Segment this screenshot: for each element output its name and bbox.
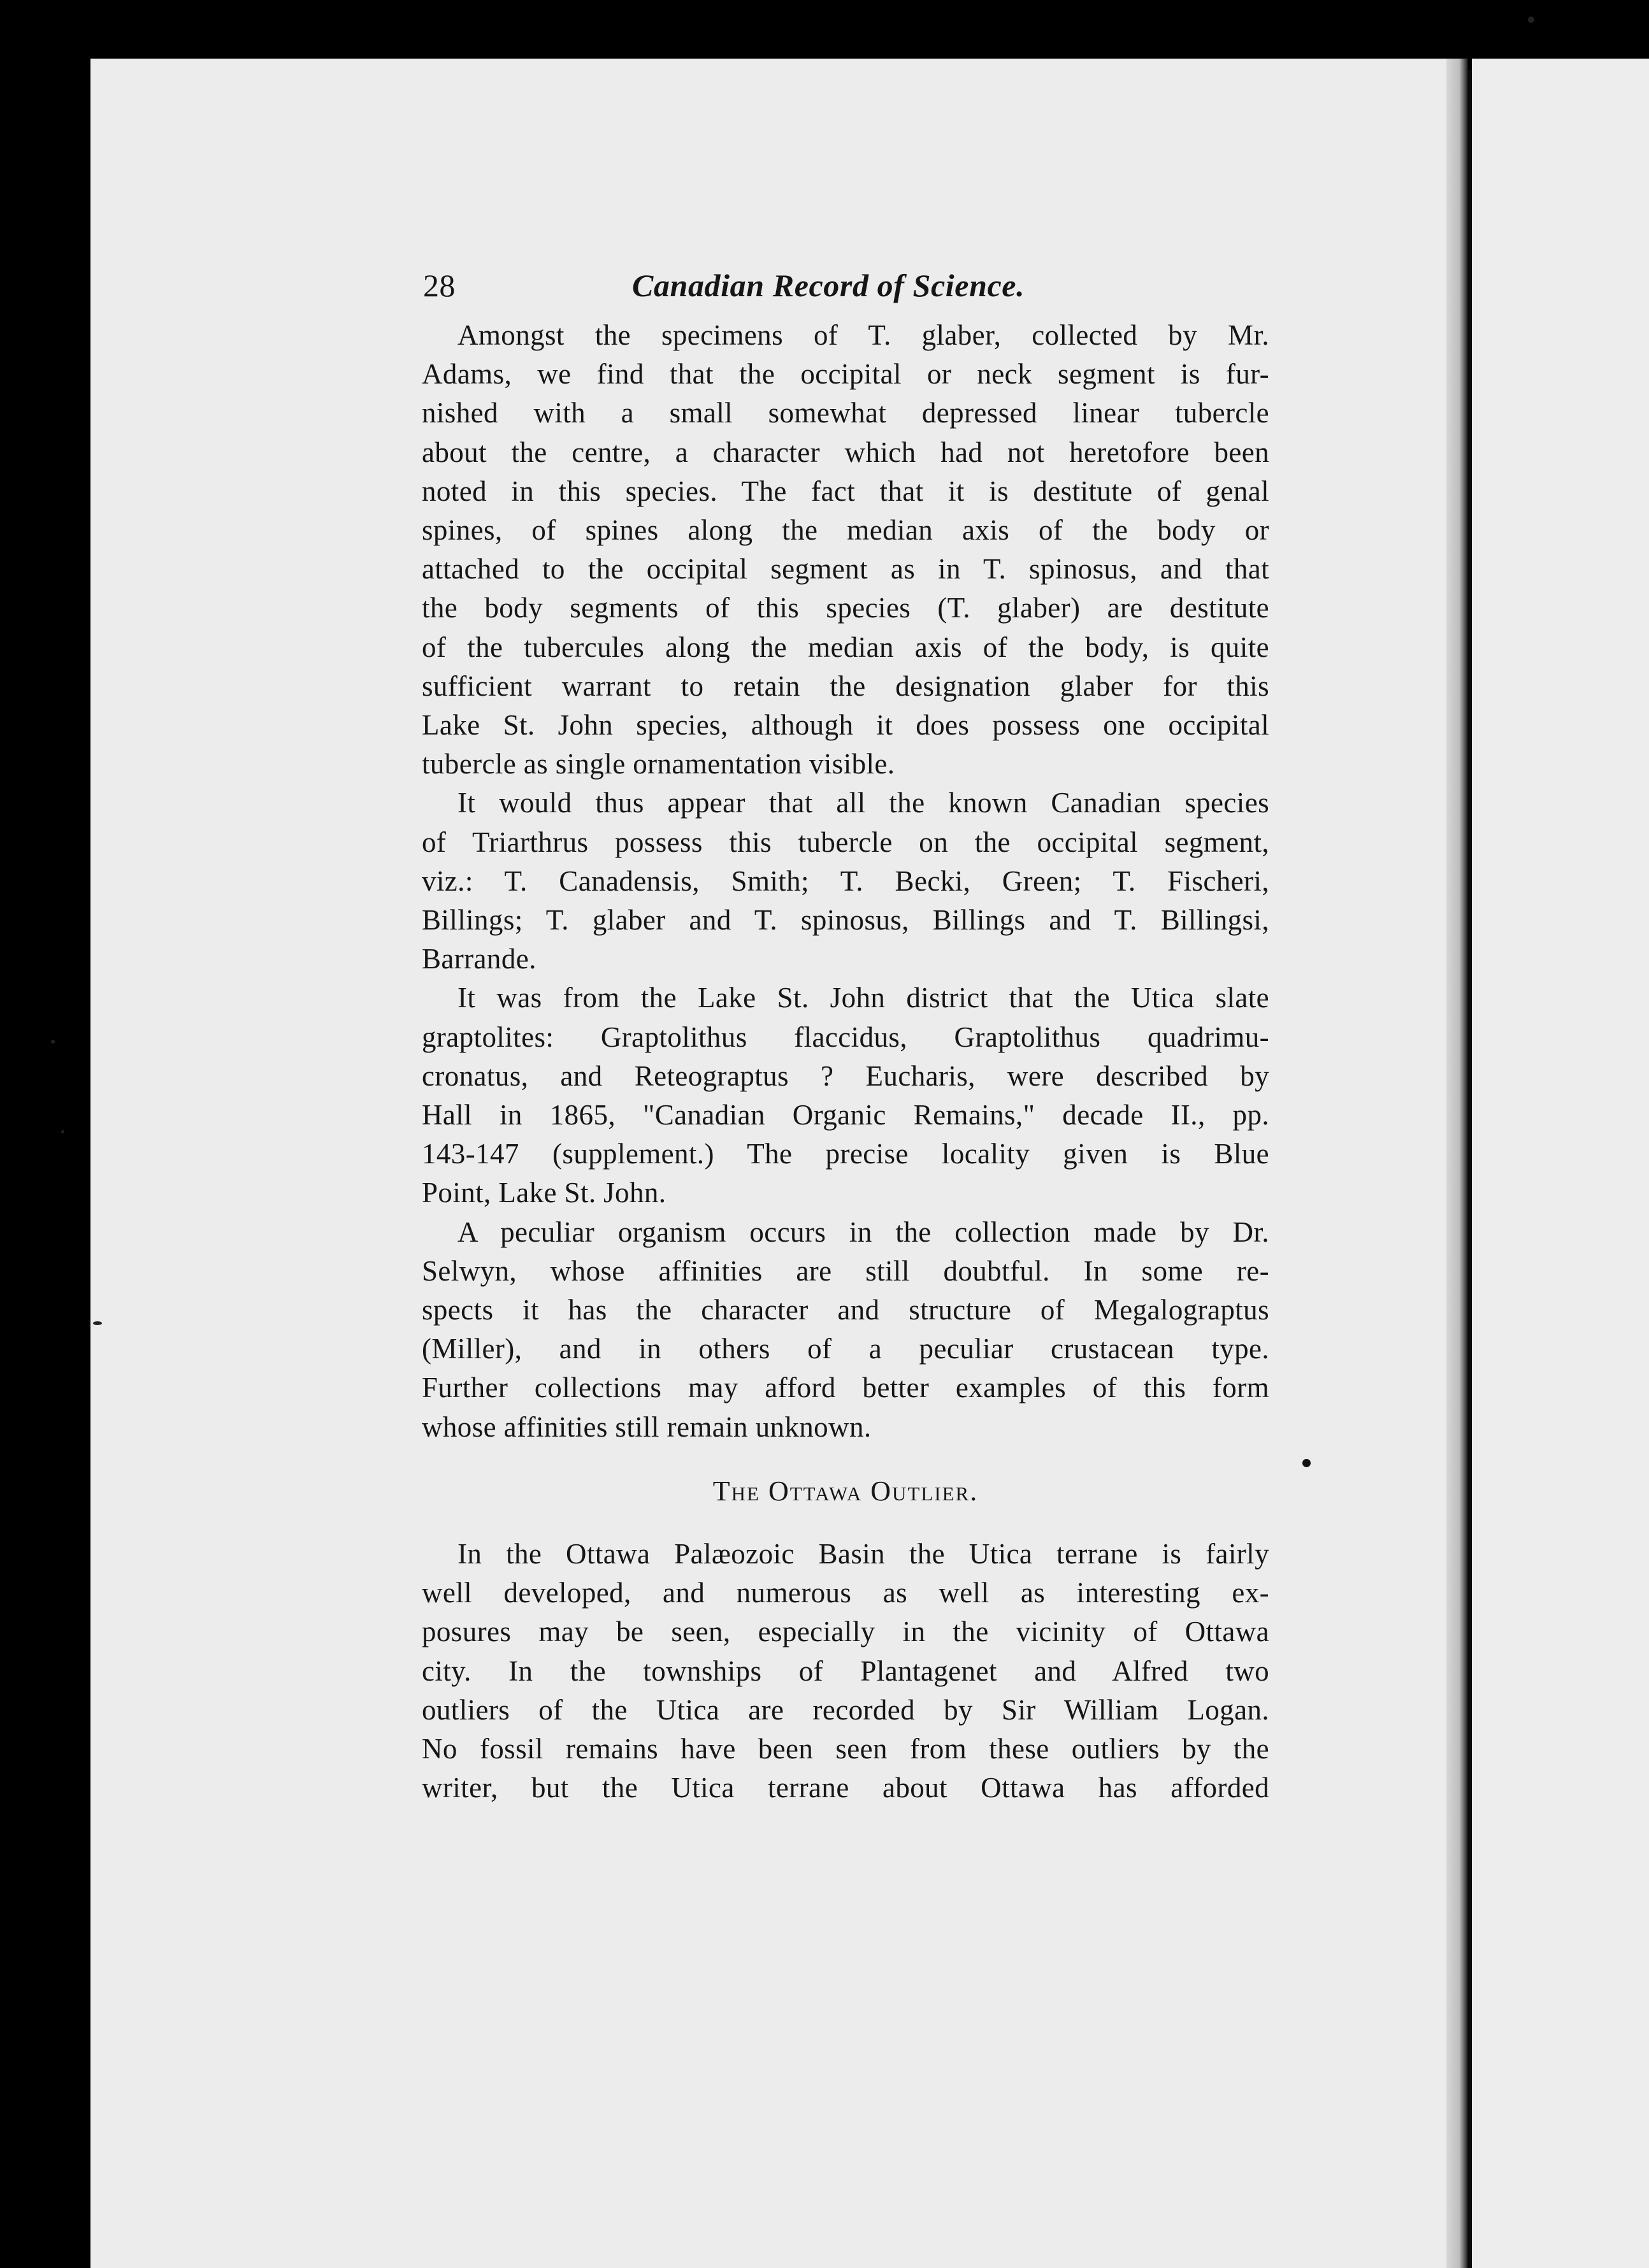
text-line: Adams, we find that the occipital or neck segment is fur-	[422, 358, 1269, 391]
text-line: Amongst the specimens of T. glaber, collected by Mr.	[457, 319, 1269, 351]
scan-speck	[1528, 17, 1534, 23]
text-line: noted in this species. The fact that it is destitute of genal	[422, 475, 1269, 507]
text-line: Lake St. John species, although it does possess one occipital	[422, 709, 1269, 742]
journal-title: Canadian Record of Science.	[632, 268, 1025, 303]
page-gutter-shadow	[1446, 59, 1468, 2268]
text-line: posures may be seen, especially in the vicinity of Ottawa	[422, 1616, 1269, 1648]
right-page	[1472, 59, 1649, 2268]
text-line: about the centre, a character which had not heretofore been	[422, 436, 1269, 468]
text-line: No fossil remains have been seen from these outliers by the	[422, 1732, 1269, 1765]
text-line: Billings; T. glaber and T. spinosus, Billings and T. Billingsi,	[422, 904, 1269, 937]
paragraph	[422, 1213, 1269, 1447]
paragraph	[422, 1535, 1269, 1807]
text-line: Point, Lake St. John.	[422, 1177, 666, 1209]
paragraph	[422, 316, 1269, 784]
scan-speck	[51, 1040, 55, 1044]
text-line: city. In the townships of Plantagenet and Alfred two	[422, 1654, 1269, 1687]
text-line: writer, but the Utica terrane about Ottawa has afforded	[422, 1772, 1269, 1804]
text-line: 143-147 (supplement.) The precise locality given is Blue	[422, 1138, 1269, 1170]
scan-speck	[93, 1321, 102, 1325]
text-line: outliers of the Utica are recorded by Sir William Logan.	[422, 1693, 1269, 1726]
text-line: Hall in 1865, "Canadian Organic Remains," decade II., pp.	[422, 1099, 1269, 1131]
text-line: graptolites: Graptolithus flaccidus, Graptolithus quadrimu-	[422, 1021, 1269, 1053]
text-line: of Triarthrus possess this tubercle on the occipital segment,	[422, 826, 1269, 858]
text-line: viz.: T. Canadensis, Smith; T. Becki, Green; T. Fischeri,	[422, 865, 1269, 897]
section-heading: The Ottawa Outlier.	[712, 1475, 979, 1507]
text-line: Barrande.	[422, 943, 536, 975]
text-line: whose affinities still remain unknown.	[422, 1410, 872, 1443]
text-line: It was from the Lake St. John district that the Utica slate	[457, 982, 1269, 1014]
margin-dot	[1302, 1459, 1311, 1467]
paragraph	[422, 784, 1269, 979]
text-line: attached to the occipital segment as in T. spinosus, and that	[422, 553, 1269, 585]
page-text	[422, 266, 1269, 1807]
text-line: Further collections may afford better examples of this form	[422, 1372, 1269, 1404]
paragraph	[422, 979, 1269, 1212]
text-line: spects it has the character and structure of Megalograptus	[422, 1294, 1269, 1326]
page-number: 28	[423, 268, 456, 303]
text-line: the body segments of this species (T. glaber) are destitute	[422, 592, 1269, 624]
text-line: nished with a small somewhat depressed linear tubercle	[422, 397, 1269, 429]
text-line: In the Ottawa Palæozoic Basin the Utica terrane is fairly	[457, 1537, 1269, 1570]
text-line: (Miller), and in others of a peculiar crustacean type.	[422, 1333, 1269, 1365]
text-line: Selwyn, whose affinities are still doubtful. In some re-	[422, 1254, 1269, 1287]
running-head	[422, 266, 1269, 316]
text-line: spines, of spines along the median axis of the body or	[422, 514, 1269, 547]
text-line: well developed, and numerous as well as interesting ex-	[422, 1577, 1269, 1609]
text-line: A peculiar organism occurs in the collection made by Dr.	[457, 1216, 1269, 1248]
text-line: cronatus, and Reteograptus ? Eucharis, were described by	[422, 1059, 1269, 1092]
scan-speck	[61, 1130, 64, 1133]
text-line: tubercle as single ornamentation visible.	[422, 748, 895, 780]
text-line: It would thus appear that all the known Canadian species	[457, 787, 1269, 819]
text-line: sufficient warrant to retain the designation glaber for this	[422, 670, 1269, 702]
text-line: of the tubercules along the median axis of the body, is quite	[422, 631, 1269, 663]
